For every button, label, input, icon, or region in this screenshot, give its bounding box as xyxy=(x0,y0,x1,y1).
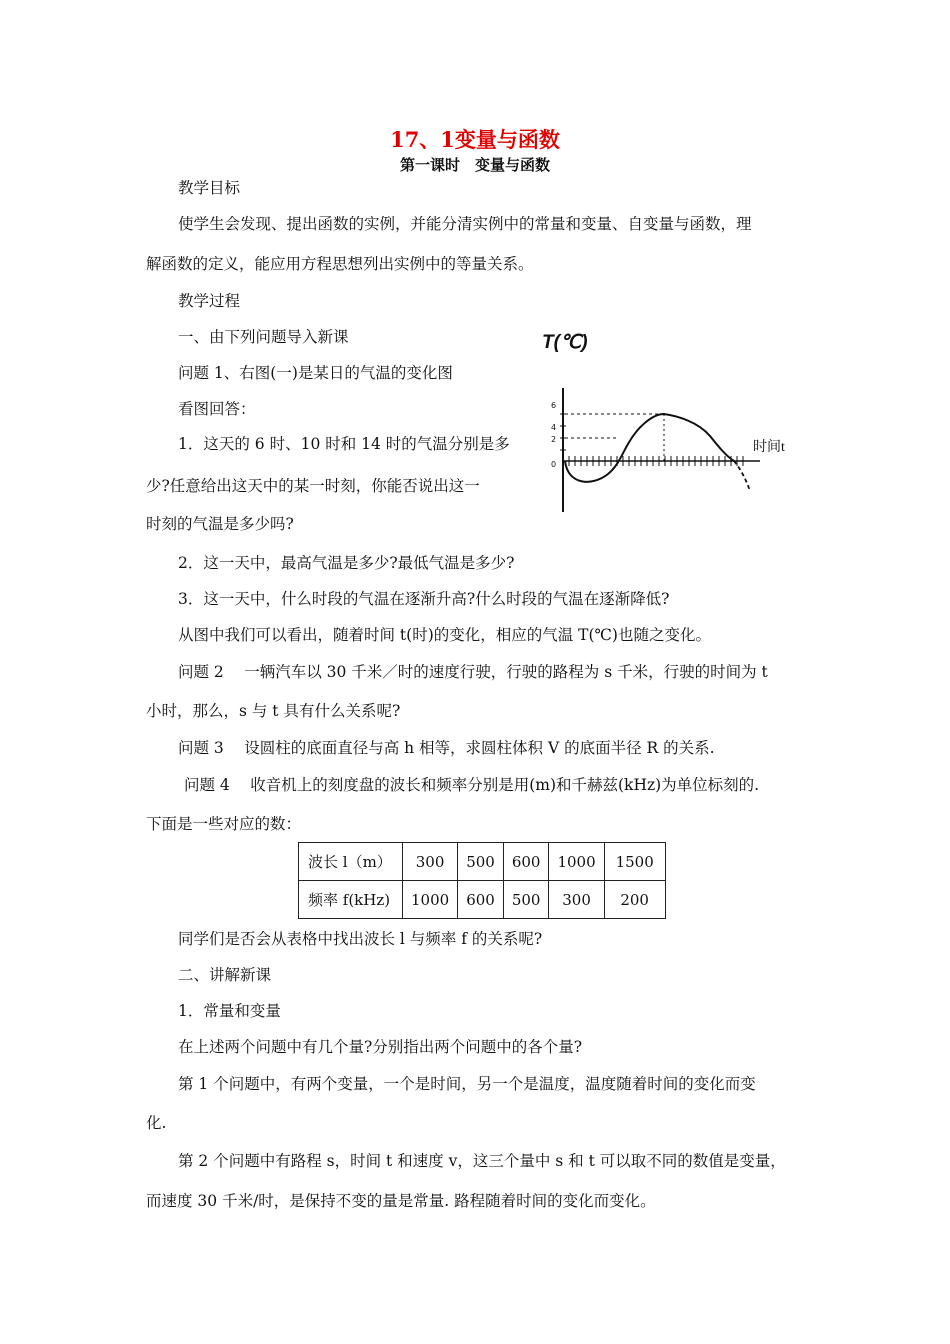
table-cell: 1000 xyxy=(403,881,458,919)
temperature-curve-dashed-tail xyxy=(734,461,750,491)
problem-3: 问题 3 设圆柱的底面直径与高 h 相等，求圆柱体积 V 的底面半径 R 的关系. xyxy=(178,739,715,757)
section-2-heading: 二、讲解新课 xyxy=(178,966,272,984)
goal-text-line-2: 解函数的定义，能应用方程思想列出实例中的等量关系。 xyxy=(146,255,534,273)
table-row-wavelength xyxy=(299,843,666,881)
page-title: 17、1变量与函数 xyxy=(390,127,560,152)
table-cell: 600 xyxy=(458,881,504,919)
section-1-heading: 一、由下列问题导入新课 xyxy=(178,328,349,346)
answer-1-line-2: 化. xyxy=(146,1114,167,1132)
table-cell: 1500 xyxy=(604,843,665,881)
page-subtitle: 第一课时 变量与函数 xyxy=(399,156,550,174)
subsection-1-heading: 1．常量和变量 xyxy=(178,1002,281,1020)
answer-2-line-1: 第 2 个问题中有路程 s，时间 t 和速度 v，这三个量中 s 和 t 可以取不同的数值是变量， xyxy=(178,1152,786,1170)
goal-heading: 教学目标 xyxy=(178,179,241,197)
table-cell: 频率 f(kHz) xyxy=(299,881,403,919)
answer-1-line-1: 第 1 个问题中，有两个变量，一个是时间，另一个是温度，温度随着时间的变化而变 xyxy=(178,1075,756,1093)
table-row-frequency xyxy=(299,881,666,919)
table-cell: 波长 l（m） xyxy=(299,843,403,881)
y-tick-label: 0 xyxy=(551,460,557,469)
table-question: 同学们是否会从表格中找出波长 l 与频率 f 的关系呢? xyxy=(178,930,543,948)
goal-text-line-1: 使学生会发现、提出函数的实例，并能分清实例中的常量和变量、自变量与函数，理 xyxy=(178,215,752,233)
question-2: 2．这一天中，最高气温是多少?最低气温是多少? xyxy=(178,554,515,572)
question-1-line-2: 少?任意给出这天中的某一时刻，你能否说出这一 xyxy=(146,477,480,495)
temperature-graph-figure xyxy=(538,326,800,518)
y-axis-label: T(℃) xyxy=(542,332,588,353)
answer-2-line-2: 而速度 30 千米/时，是保持不变的量是常量. 路程随着时间的变化而变化。 xyxy=(146,1192,656,1210)
problem-1: 问题 1、右图(一)是某日的气温的变化图 xyxy=(178,364,453,382)
look-answer: 看图回答： xyxy=(178,400,256,418)
wavelength-frequency-table xyxy=(298,842,666,919)
table-cell: 600 xyxy=(503,843,549,881)
table-cell: 300 xyxy=(403,843,458,881)
y-tick-label: 4 xyxy=(551,423,557,432)
ask-line: 在上述两个问题中有几个量?分别指出两个问题中的各个量? xyxy=(178,1038,583,1056)
table-cell: 1000 xyxy=(549,843,604,881)
y-tick-label: 6 xyxy=(551,401,557,410)
table-cell: 500 xyxy=(503,881,549,919)
temperature-curve xyxy=(565,414,734,482)
problem-2-line-2: 小时，那么，s 与 t 具有什么关系呢? xyxy=(146,702,401,720)
y-tick-label: 2 xyxy=(551,435,557,444)
process-heading: 教学过程 xyxy=(178,292,241,310)
observation: 从图中我们可以看出，随着时间 t(时)的变化，相应的气温 T(℃)也随之变化。 xyxy=(178,626,711,644)
problem-4-line-2: 下面是一些对应的数： xyxy=(146,815,302,833)
question-1-line-1: 1．这天的 6 时、10 时和 14 时的气温分别是多 xyxy=(178,435,510,453)
table-cell: 200 xyxy=(604,881,665,919)
x-axis-label: 时间t xyxy=(753,440,785,455)
table-cell: 300 xyxy=(549,881,604,919)
problem-2-line-1: 问题 2 一辆汽车以 30 千米／时的速度行驶，行驶的路程为 s 千米，行驶的时间为 t xyxy=(178,663,768,681)
problem-4-line-1: 问题 4 收音机上的刻度盘的波长和频率分别是用(m)和千赫兹(kHz)为单位标刻的. xyxy=(184,776,760,794)
question-3: 3．这一天中，什么时段的气温在逐渐升高?什么时段的气温在逐渐降低? xyxy=(178,590,670,608)
question-1-line-3: 时刻的气温是多少吗? xyxy=(146,515,294,533)
table-cell: 500 xyxy=(458,843,504,881)
